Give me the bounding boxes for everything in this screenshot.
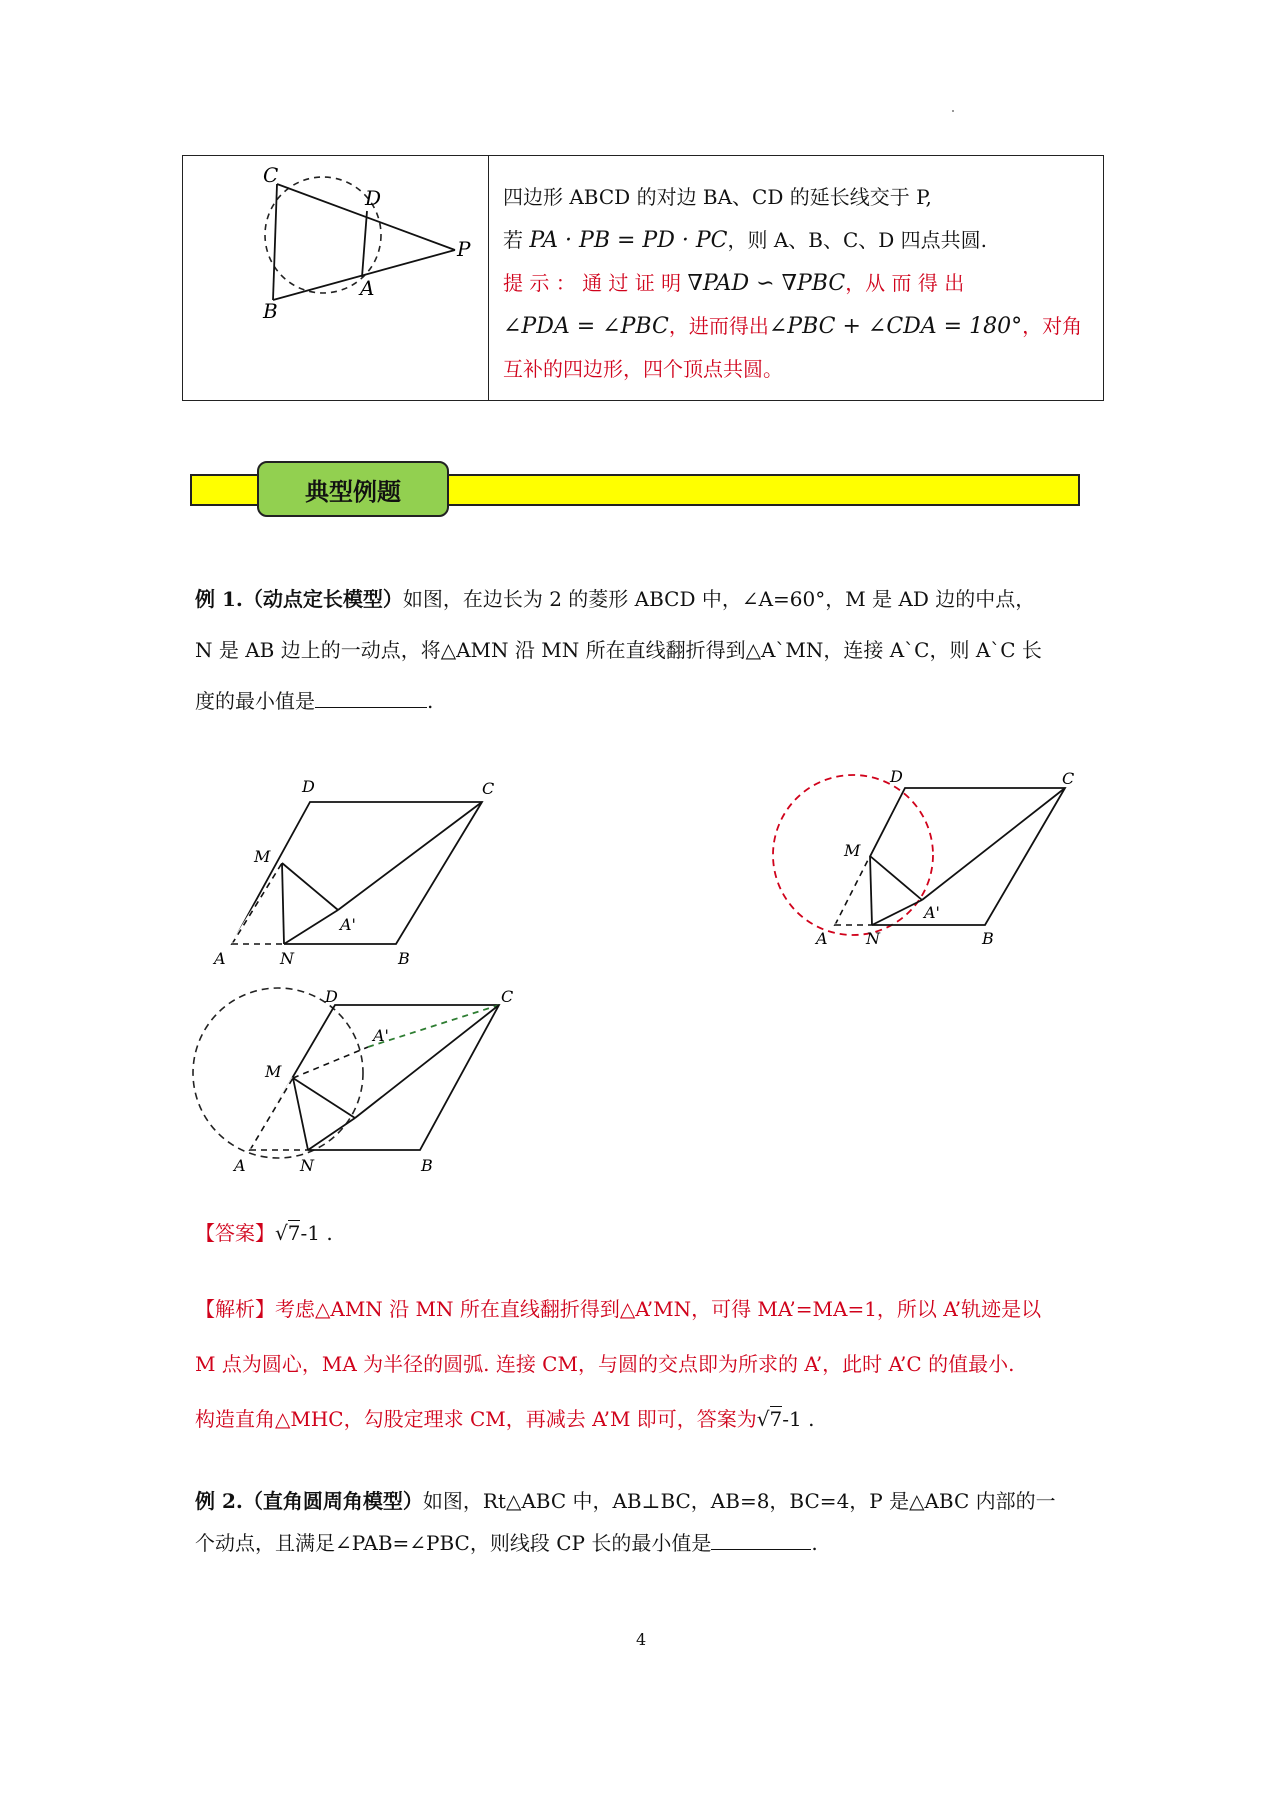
answer-radicand: 7 [287, 1221, 301, 1245]
fig3-label-a2: A' [373, 1026, 389, 1045]
segment-cb [273, 184, 277, 300]
example1-analysis [195, 1282, 1095, 1447]
fig2-label-c: C [1062, 769, 1075, 788]
analysis-line-3: 构造直角△MHC，勾股定理求 CM，再减去 A’M 即可，答案为√7-1 . [195, 1407, 815, 1431]
analysis-line-2: M 点为圆心，MA 为半径的圆弧. 连接 CM，与圆的交点即为所求的 A’，此时 A’C 的值最小. [195, 1352, 1015, 1376]
rhombus-figure-3 [195, 985, 535, 1185]
example1-answer [195, 1208, 333, 1259]
fig3-label-n: N [300, 1156, 314, 1175]
example2-line-2: 个动点，且满足∠PAB=∠PBC，则线段 CP 长的最小值是 . [195, 1522, 1095, 1564]
fig2-label-n: N [866, 929, 880, 948]
answer-blank [315, 685, 427, 708]
answer-label: 【答案】 [195, 1221, 275, 1245]
fig3-label-c: C [501, 987, 514, 1006]
analysis-rest: -1 . [782, 1407, 815, 1431]
fig1-label-c: C [482, 779, 495, 798]
page-number: 4 [636, 1630, 647, 1649]
fig1-label-d: D [302, 777, 315, 796]
label-b: B [263, 299, 278, 323]
concyclic-figure [223, 160, 493, 323]
fig2-label-a2: A' [924, 903, 940, 922]
label-c: C [263, 163, 279, 187]
example1-text [195, 574, 1095, 727]
dashed-am [232, 863, 282, 944]
fig1-label-n: N [280, 949, 294, 968]
fig2-label-d: D [890, 767, 903, 786]
fig1-label-a: A [214, 949, 226, 968]
scan-dot [952, 110, 954, 112]
fig3-label-m: M [265, 1062, 282, 1081]
theorem-line-2: 若 PA · PB = PD · PC，则 A、B、C、D 四点共圆. [503, 228, 988, 253]
fig2-label-a: A [816, 929, 828, 948]
section-banner-title: 典型例题 [257, 461, 449, 517]
rhombus-figure-2 [760, 760, 1080, 960]
label-a: A [360, 276, 375, 300]
rhombus-figure-1 [200, 770, 520, 970]
label-d: D [365, 186, 382, 210]
example2-text [195, 1480, 1095, 1564]
example1-line-2: N 是 AB 边上的一动点，将△AMN 沿 MN 所在直线翻折得到△A`MN，连接 A`C，则 A`C 长 [195, 638, 1042, 662]
fig1-label-b: B [398, 949, 410, 968]
fig3-label-d: D [325, 987, 338, 1006]
segment-da [362, 211, 367, 277]
analysis-radicand: 7 [769, 1407, 783, 1431]
fig2-label-m: M [844, 841, 861, 860]
rhombus-outline [232, 802, 482, 944]
label-p: P [457, 237, 471, 261]
analysis-line-1: 【解析】考虑△AMN 沿 MN 所在直线翻折得到△A’MN，可得 MA’=MA=1，所以 A’轨迹是以 [195, 1297, 1042, 1321]
fig1-label-m: M [254, 847, 271, 866]
sqrt-symbol: √ [275, 1221, 288, 1245]
example1-line-3: 度的最小值是 . [195, 676, 1095, 727]
hint-line-3: 互补的四边形，四个顶点共圆。 [503, 357, 783, 381]
example2-line-1: 例 2.（直角圆周角模型）如图，Rt△ABC 中，AB⊥BC，AB=8，BC=4，P 是△ABC 内部的一 [195, 1489, 1056, 1513]
theorem-text [503, 176, 1093, 391]
answer-blank [711, 1527, 811, 1550]
fig3-label-b: B [421, 1156, 433, 1175]
theorem-table [182, 155, 1104, 401]
fig3-label-a: A [234, 1156, 246, 1175]
fig2-label-b: B [982, 929, 994, 948]
theorem-line-1: 四边形 ABCD 的对边 BA、CD 的延长线交于 P, [503, 185, 932, 209]
example1-line-1: 例 1.（动点定长模型）如图，在边长为 2 的菱形 ABCD 中，∠A=60°，M 是 AD 边的中点， [195, 587, 1036, 611]
dashed-ma2 [293, 1047, 368, 1078]
hint-line-1: 提 示 ： 通 过 证 明 ∇PAD ∽ ∇PBC，从 而 得 出 [503, 271, 965, 296]
fig1-label-a2: A' [340, 915, 356, 934]
hint-line-2: ∠PDA = ∠PBC，进而得出∠PBC + ∠CDA = 180°，对角 [503, 314, 1083, 339]
answer-rest: -1 . [300, 1221, 333, 1245]
